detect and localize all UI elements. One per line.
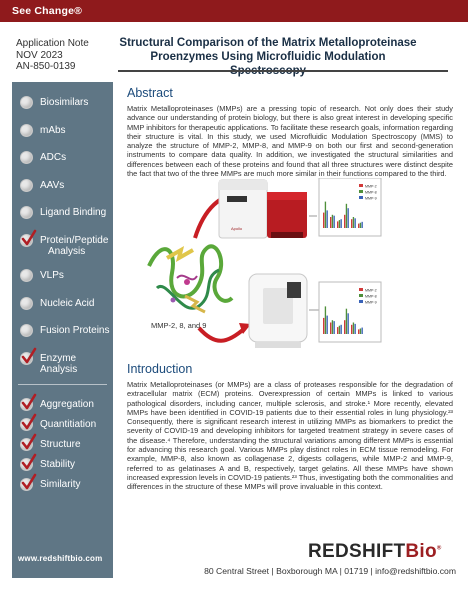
- legend-swatch: [359, 190, 363, 193]
- legend-swatch: [359, 184, 363, 187]
- chart-bar: [330, 323, 331, 335]
- chart-bar: [332, 320, 333, 334]
- sidebar-item-label: Fusion Proteins: [40, 325, 110, 336]
- checkmark-icon: [20, 478, 33, 491]
- sidebar-item-enzyme-analysis[interactable]: [20, 352, 113, 375]
- sidebar-item-label: mAbs: [40, 124, 66, 136]
- chart-bar: [355, 218, 356, 228]
- redshift-bio-logo: REDSHIFTBio®: [308, 541, 442, 562]
- svg-text:Apollo: Apollo: [231, 226, 243, 231]
- chart-bar: [337, 221, 338, 228]
- sidebar-item-nucleic-acid[interactable]: [20, 297, 94, 310]
- protein-structure-image: [149, 246, 232, 312]
- sidebar-item-structure[interactable]: [20, 438, 81, 451]
- abstract-text: Matrix Metalloproteinases (MMPs) are a pressing topic of research. Not only does their study advance our understanding of protein biology, but there is also great interest in developing specific MMP inhibitors for therapeutic applications. To facilitate these research goals, information regarding their structure is vital. In this study, we used Microfluidic Modulation Spectroscopy (MMS) to analyze the structure of MMP-2, MMP-8, and MMP-9 on both our first and second-generation instruments to compare data quality. In addition, we investigated the structural similarities and differences between each of these proteins and found that all three structures were distinct despite the fact that two of the three MMPs are much more similar in their functions compared to the third.: [127, 104, 453, 179]
- sidebar-item-adcs[interactable]: [20, 151, 66, 164]
- sidebar-item-fusion-proteins[interactable]: [20, 324, 109, 337]
- sidebar-item-label: Stability: [40, 459, 76, 470]
- legend-swatch: [359, 196, 363, 199]
- chart-bar: [339, 220, 340, 228]
- sidebar-item-label: Aggregation: [40, 399, 94, 410]
- sidebar-item-vlps[interactable]: [20, 269, 64, 282]
- figure-illustration: [127, 178, 453, 354]
- chart-bar: [362, 328, 363, 334]
- sidebar-item-biosimilars[interactable]: [20, 96, 88, 109]
- sidebar-item-quantitiation[interactable]: [20, 418, 96, 431]
- chart-bar: [346, 309, 347, 334]
- chart-bar: [344, 320, 345, 334]
- radio-bullet-icon: [20, 96, 33, 109]
- sidebar-item-label: Quantitiation: [40, 419, 97, 430]
- document-meta: [16, 38, 116, 73]
- chart-bar: [353, 323, 354, 335]
- radio-bullet-icon: [20, 124, 33, 137]
- radio-bullet-icon: [20, 151, 33, 164]
- sidebar-item-aavs[interactable]: [20, 179, 64, 192]
- sidebar-item-similarity[interactable]: [20, 478, 81, 491]
- sidebar-item-label: Structure: [40, 439, 81, 450]
- chart-bar: [334, 216, 335, 228]
- title-line-2: Proenzymes Using Microfluidic Modulation: [150, 51, 386, 63]
- chart-bar: [341, 219, 342, 228]
- sidebar-item-stability[interactable]: [20, 458, 75, 471]
- chart-bar: [341, 325, 342, 334]
- chart-bar: [325, 306, 326, 334]
- chart-bar: [360, 223, 361, 228]
- sidebar-item-label: Nucleic Acid: [40, 297, 95, 309]
- website-link[interactable]: www.redshiftbio.com: [18, 554, 103, 563]
- legend-label: MMP-8: [365, 294, 377, 299]
- legend-label: MMP-8: [365, 190, 377, 195]
- sidebar-item-label: Similarity: [40, 479, 81, 490]
- abstract-heading: Abstract: [127, 86, 173, 100]
- legend-top: [359, 184, 377, 201]
- chart-bar: [351, 325, 352, 334]
- radio-bullet-icon: [20, 269, 33, 282]
- chart-bar: [348, 313, 349, 334]
- chart-bar: [353, 217, 354, 228]
- chart-bar: [346, 204, 347, 228]
- radio-bullet-icon: [20, 324, 33, 337]
- chart-bar: [337, 327, 338, 334]
- radio-bullet-icon: [20, 297, 33, 310]
- sidebar-item-label: ADCs: [40, 152, 67, 163]
- sidebar: [12, 82, 113, 578]
- sidebar-item-mabs[interactable]: [20, 124, 66, 137]
- footer-address: 80 Central Street | Boxborough MA | 01719 | info@redshiftbio.com: [204, 566, 456, 576]
- meta-number: AN-850-0139: [16, 61, 76, 72]
- introduction-heading: Introduction: [127, 362, 193, 376]
- chart-bar: [323, 318, 324, 334]
- chart-bar: [351, 219, 352, 228]
- legend-label: MMP-9: [365, 196, 377, 201]
- radio-bullet-icon: [20, 179, 33, 192]
- chart-bar: [358, 329, 359, 334]
- sidebar-divider: [18, 384, 107, 385]
- chart-bar: [325, 202, 326, 228]
- chart-bar: [348, 208, 349, 228]
- protein-label: MMP-2, 8, and 9: [151, 321, 207, 330]
- sidebar-item-label: Ligand Binding: [40, 207, 107, 218]
- chart-bar: [355, 324, 356, 334]
- legend-label: MMP-2: [365, 184, 377, 189]
- chart-bar: [332, 215, 333, 228]
- checkmark-icon: [20, 234, 33, 247]
- checkmark-icon: [20, 352, 33, 365]
- title-line-1: Structural Comparison of the Matrix Metalloproteinase: [119, 37, 417, 49]
- sidebar-item-label: VLPs: [40, 270, 64, 281]
- checkmark-icon: [20, 458, 33, 471]
- checkmark-icon: [20, 438, 33, 451]
- checkmark-icon: [20, 418, 33, 431]
- sidebar-item-aggregation[interactable]: [20, 398, 94, 411]
- sidebar-item-label: Biosimilars: [40, 97, 89, 108]
- chart-bar: [327, 210, 328, 228]
- chart-bar: [327, 316, 328, 334]
- checkmark-icon: [20, 398, 33, 411]
- legend-swatch: [359, 288, 363, 291]
- sidebar-item-protein-peptide[interactable]: [20, 234, 108, 257]
- meta-type: Application Note: [16, 38, 89, 49]
- see-change-brand: See Change®: [12, 5, 83, 17]
- sidebar-item-label: Enzyme Analysis: [40, 352, 78, 375]
- legend-label: MMP-9: [365, 300, 377, 305]
- legend-swatch: [359, 294, 363, 297]
- chart-bar: [339, 326, 340, 334]
- sidebar-item-label: AAVs: [40, 179, 65, 191]
- sidebar-item-ligand-binding[interactable]: [20, 206, 106, 219]
- first-gen-instrument-image: [219, 180, 307, 238]
- sidebar-item-label: Protein/Peptide Analysis: [40, 234, 109, 257]
- title-underline: [118, 70, 448, 72]
- chart-bar: [330, 217, 331, 228]
- chart-bar: [358, 224, 359, 228]
- second-gen-instrument-image: [249, 274, 307, 348]
- chart-bar: [360, 328, 361, 334]
- hero-figure: [127, 178, 453, 354]
- legend-swatch: [359, 300, 363, 303]
- legend-label: MMP-2: [365, 288, 377, 293]
- chart-bar: [323, 213, 324, 228]
- chart-bar: [334, 321, 335, 334]
- legend-bottom: [359, 288, 377, 305]
- chart-bar: [362, 222, 363, 228]
- meta-date: NOV 2023: [16, 49, 63, 61]
- top-banner: [0, 0, 468, 22]
- introduction-text: Matrix Metalloproteinases (or MMPs) are a class of proteases responsible for the degradation of extracellular matrix (ECM) proteins. Overexpression of certain MMPs is linked to various pathological disorders, including cancer, multiple sclerosis, and stroke.¹ More recently, elevated MMPs have been identified in COVID-19 patients due to their essential roles in lung physiology.²³ Consequently, there is significant research interest in utilizing MMPs as biomarkers to predict the severity of COVID-19 and developing inhibitors for targeted treatment strategy in severe cases of the disease.⁴ Therefore, understanding the structural variations among different MMPs is essential for advancing this research goal. Various MMPs play distinct roles in ECM tissue remodeling. For example, MMP-8, also known as collagenase 2, digests collagens, while MMP-2 and MMP-9, referred to as gelatinases A and B, respectively, target gelatins. All these MMPs have shown increased expression levels in COVID-19 patients.²³ Thus, investigating both the commonalities and differences in the structure of these MMPs will prove invaluable in this context.: [127, 380, 453, 492]
- chart-bar: [344, 215, 345, 228]
- radio-bullet-icon: [20, 206, 33, 219]
